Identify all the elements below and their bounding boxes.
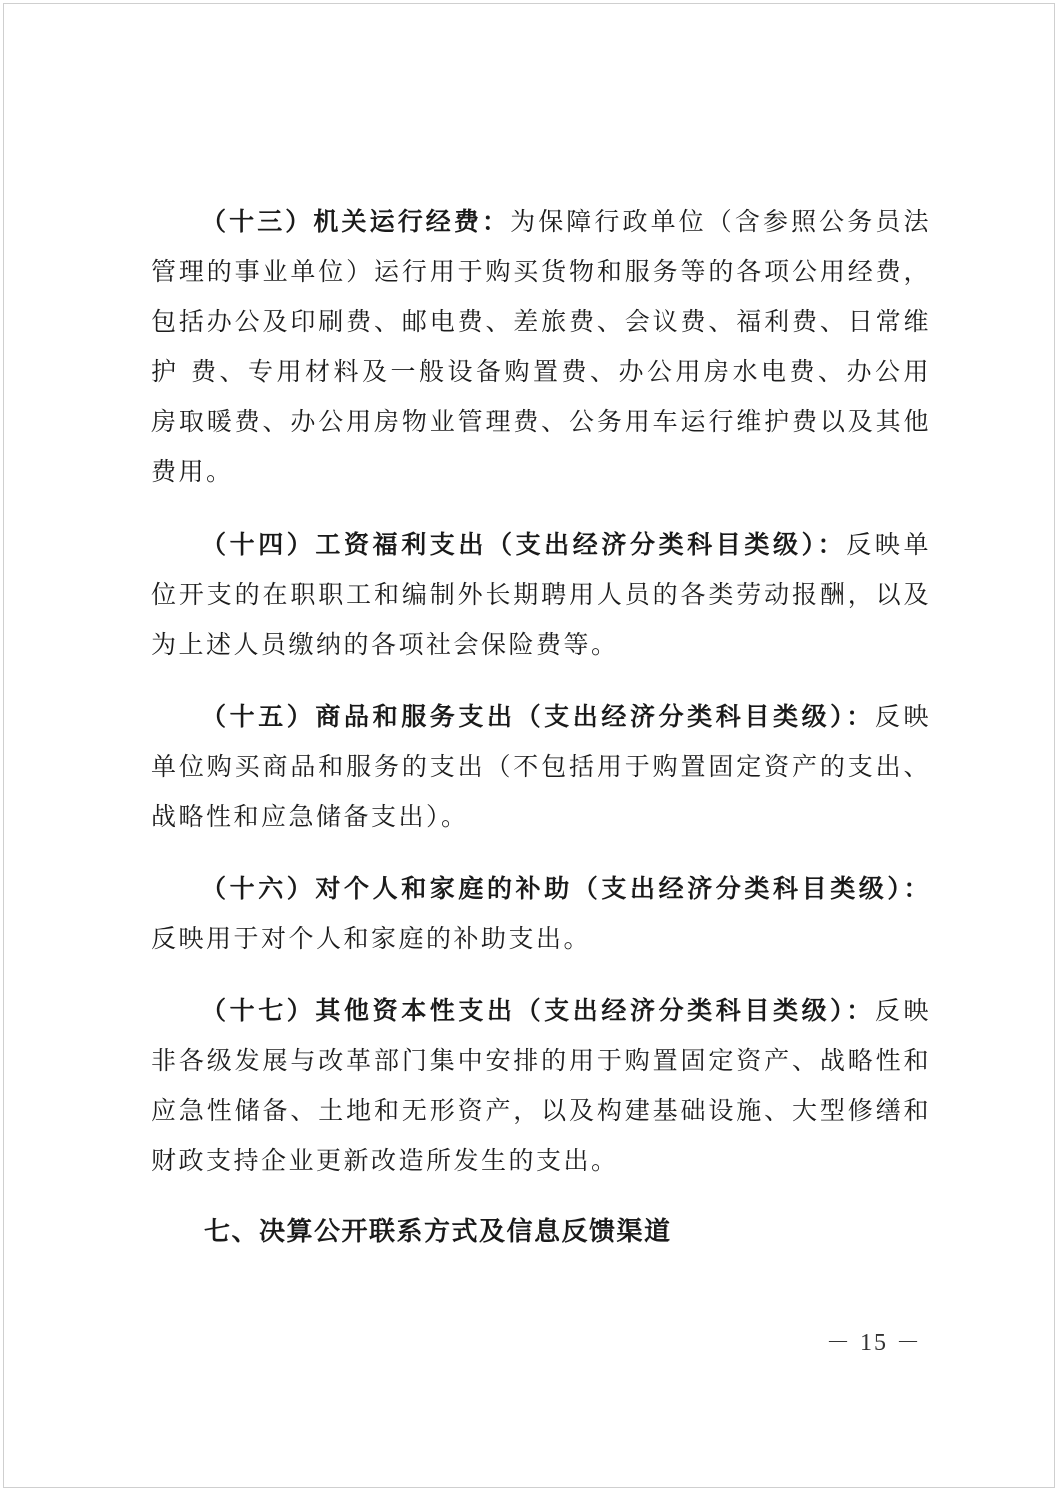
- section-17-text: 反映非各级发展与改革部门集中安排的用于购置固定资产、战略性和应急性储备、土地和无形资产，以及构建基础设施、大型修缮和财政支持企业更新改造所发生的支出。: [151, 996, 931, 1175]
- section-14-paragraph: [151, 520, 931, 670]
- section-13-lead: （十三）机关运行经费：: [201, 207, 511, 236]
- section-15-text: 反映单位购买商品和服务的支出（不包括用于购置固定资产的支出、战略性和应急储备支出）。: [151, 702, 931, 831]
- section-heading: 七、决算公开联系方式及信息反馈渠道: [204, 1217, 672, 1247]
- document-page: [3, 3, 1055, 1488]
- section-13-paragraph: [151, 197, 931, 497]
- section-16-lead: （十六）对个人和家庭的补助（支出经济分类科目类级）：: [201, 874, 931, 903]
- section-15-paragraph: [151, 692, 931, 842]
- section-16-paragraph: [151, 864, 931, 964]
- section-14-lead: （十四）工资福利支出（支出经济分类科目类级）：: [201, 530, 847, 559]
- section-15-lead: （十五）商品和服务支出（支出经济分类科目类级）：: [201, 702, 875, 731]
- page-number: － 15 －: [826, 1330, 922, 1356]
- section-17-lead: （十七）其他资本性支出（支出经济分类科目类级）：: [201, 996, 875, 1025]
- section-16-text: 反映用于对个人和家庭的补助支出。: [151, 924, 592, 953]
- section-17-paragraph: [151, 986, 931, 1186]
- section-14-text: 反映单位开支的在职职工和编制外长期聘用人员的各类劳动报酬，以及为上述人员缴纳的各项社会保险费等。: [151, 530, 931, 659]
- section-13-text: 为保障行政单位（含参照公务员法管理的事业单位）运行用于购买货物和服务等的各项公用经费，包括办公及印刷费、邮电费、差旅费、会议费、福利费、日常维护 费、专用材料及一般设备购置费、办公用房水电费、办公用房取暖费、办公用房物业管理费、公务用车运行维护费以及其他费用。: [151, 207, 931, 486]
